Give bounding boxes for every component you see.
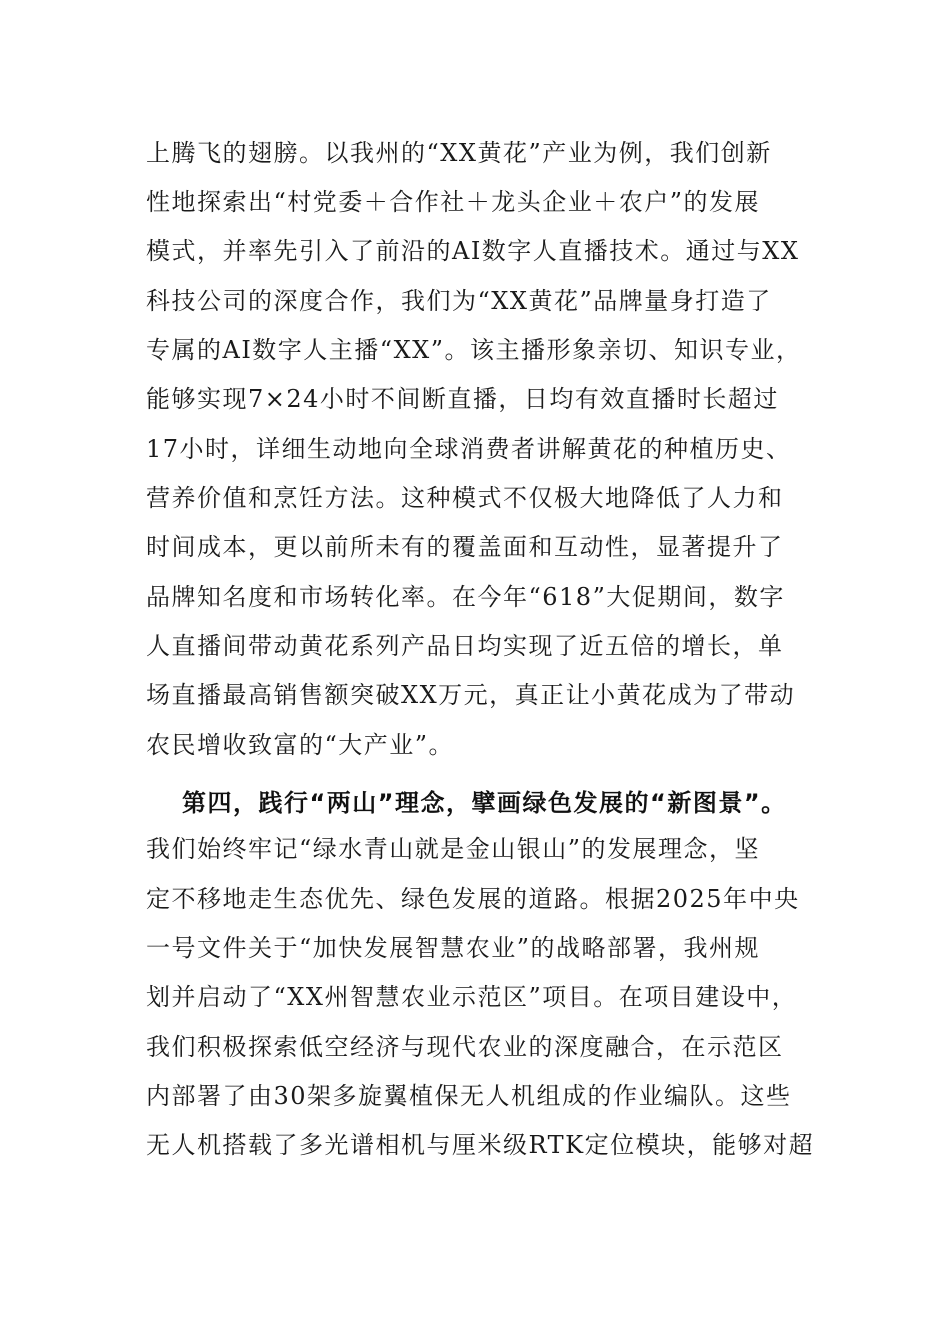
paragraph-line: 时间成本，更以前所未有的覆盖面和互动性，显著提升了 <box>146 533 784 561</box>
paragraph-line: 我们积极探索低空经济与现代农业的深度融合，在示范区 <box>146 1033 784 1061</box>
paragraph-line: 农民增收致富的“大产业”。 <box>146 731 455 759</box>
paragraph-line: 内部署了由30架多旋翼植保无人机组成的作业编队。这些 <box>146 1082 792 1110</box>
paragraph-line: 人直播间带动黄花系列产品日均实现了近五倍的增长，单 <box>146 632 784 660</box>
paragraph-line: 17小时，详细生动地向全球消费者讲解黄花的种植历史、 <box>146 435 792 463</box>
paragraph-line: 营养价值和烹饪方法。这种模式不仅极大地降低了人力和 <box>146 484 784 512</box>
paragraph-line: 上腾飞的翅膀。以我州的“XX黄花”产业为例，我们创新 <box>146 139 772 167</box>
section-heading: 第四，践行“两山”理念，擘画绿色发展的“新图景”。 <box>182 789 787 817</box>
paragraph-line: 划并启动了“XX州智慧农业示范区”项目。在项目建设中， <box>146 983 798 1011</box>
paragraph-line: 能够实现7×24小时不间断直播，日均有效直播时长超过 <box>146 385 779 413</box>
paragraph-line: 品牌知名度和市场转化率。在今年“618”大促期间，数字 <box>146 583 785 611</box>
paragraph-line: 场直播最高销售额突破XX万元，真正让小黄花成为了带动 <box>146 681 796 709</box>
paragraph-line: 定不移地走生态优先、绿色发展的道路。根据2025年中央 <box>146 885 800 913</box>
paragraph-line: 性地探索出“村党委＋合作社＋龙头企业＋农户”的发展 <box>146 188 761 216</box>
paragraph-line: 模式，并率先引入了前沿的AI数字人直播技术。通过与XX <box>146 237 800 265</box>
paragraph-line: 一号文件关于“加快发展智慧农业”的战略部署，我州规 <box>146 934 761 962</box>
paragraph-line: 科技公司的深度合作，我们为“XX黄花”品牌量身打造了 <box>146 287 772 315</box>
paragraph-line: 专属的AI数字人主播“XX”。该主播形象亲切、知识专业， <box>146 336 802 364</box>
paragraph-line: 我们始终牢记“绿水青山就是金山银山”的发展理念，坚 <box>146 835 761 863</box>
paragraph-line: 无人机搭载了多光谱相机与厘米级RTK定位模块，能够对超 <box>146 1131 815 1159</box>
